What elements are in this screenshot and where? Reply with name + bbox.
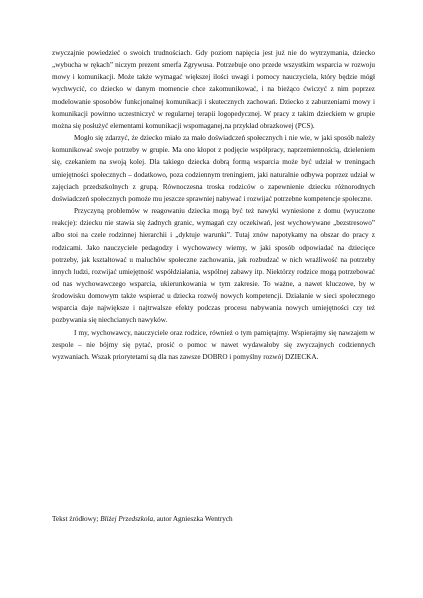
paragraph-closing: I my, wychowawcy, nauczyciele oraz rodzice, również o tym pamiętajmy. Wspierajmy się nawzajem w zespole – nie bójmy się pytać, prosić o pomoc w nawet wydawałoby się zwyczajnych codziennych wyzwaniach. Wszak priorytetami są dla nas zawsze DOBRO i pomyślny rozwój DZIECKA. (52, 328, 375, 361)
paragraph-home-habits: Przyczyną problemów w reagowaniu dziecka mogą być też nawyki wyniesione z domu (wyuczone reakcje): dziecku nie stawia się żadnych granic, wymagań czy oczekiwań, jest wychowywane „bezstresowo” albo stoi na czele rodzinnej hierarchii i „dyktuje warunki”. Tutaj znów napotykamy na obszar do pracy z rodzicami. Jako nauczyciele pedagodzy i wychowawcy wiemy, w jaki sposób odpowiadać na dziecięce potrzeby, jak kształtować u maluchów społeczne zachowania, jak rozbudzać w nich wrażliwość na potrzeby innych ludzi, rozwijać umiejętność współdziałania, wspólnej zabawy itp. Niektórzy rodzice mogą potrzebować od nas wychowawczego wsparcia, ukierunkowania w tym zakresie. To ważne, a nawet kluczowe, by w środowisku domowym także wspierać u dziecka rozwój nowych kompetencji. Działanie w sieci społecznego wsparcia daje największe i najtrwalsze efekty podczas procesu nabywania nowych umiejętności czy też pozbywania się niechcianych nawyków. (52, 207, 375, 325)
paragraph-continuation: zwyczajnie powiedzieć o swoich trudnościach. Gdy poziom napięcia jest już nie do wytrzymania, dziecko „wybucha w rękach” niczym prezent smerfa Zgrywusa. Potrzebuje ono przede wszystkim wsparcia w rozwoju mowy i komunikacji. Może także wymagać większej ilości uwagi i pomocy nauczyciela, który będzie mógł wychwycić, co dziecko w danym momencie chce zakomunikować, i na bieżąco ćwiczyć z nim poprzez modelowanie sposobów funkcjonalnej komunikacji i skutecznych zachowań. Dziecko z zaburzeniami mowy i komunikacji powinno uczestniczyć w regularnej terapii logopedycznej. W pracy z takim dzieckiem w grupie można się posłużyć elementami komunikacji wspomaganej,na przykład obrazkowej (PCS). (52, 49, 375, 130)
source-attribution (52, 514, 375, 525)
paragraph-social-experience: Mogło się zdarzyć, że dziecko miało za mało doświadczeń społecznych i nie wie, w jaki sposób należy komunikować swoje potrzeby w grupie. Ma ono kłopot z podjęcie współpracy, naprzemiennością, dzieleniem się, czekaniem na swoją kolej. Dla takiego dziecka dobrą formą wsparcia może być udział w treningach umiejętności społecznych – dodatkowo, poza codziennym treningiem, jaki naturalnie odbywa poprzez udział w zajęciach przedszkolnych z grupą. Równoczesna troska rodziców o zapewnienie dziecku różnorodnych doświadczeń społecznych pomoże mu jeszcze sprawniej nabywać i rozwijać potrzebne kompetencje społeczne. (52, 134, 375, 203)
source-author: , autor Agnieszka Wentrych (153, 515, 233, 523)
document-body (52, 47, 375, 363)
source-publication: Bliżej Przedszkola (100, 515, 154, 523)
source-prefix: Tekst źródłowy; (52, 515, 101, 523)
